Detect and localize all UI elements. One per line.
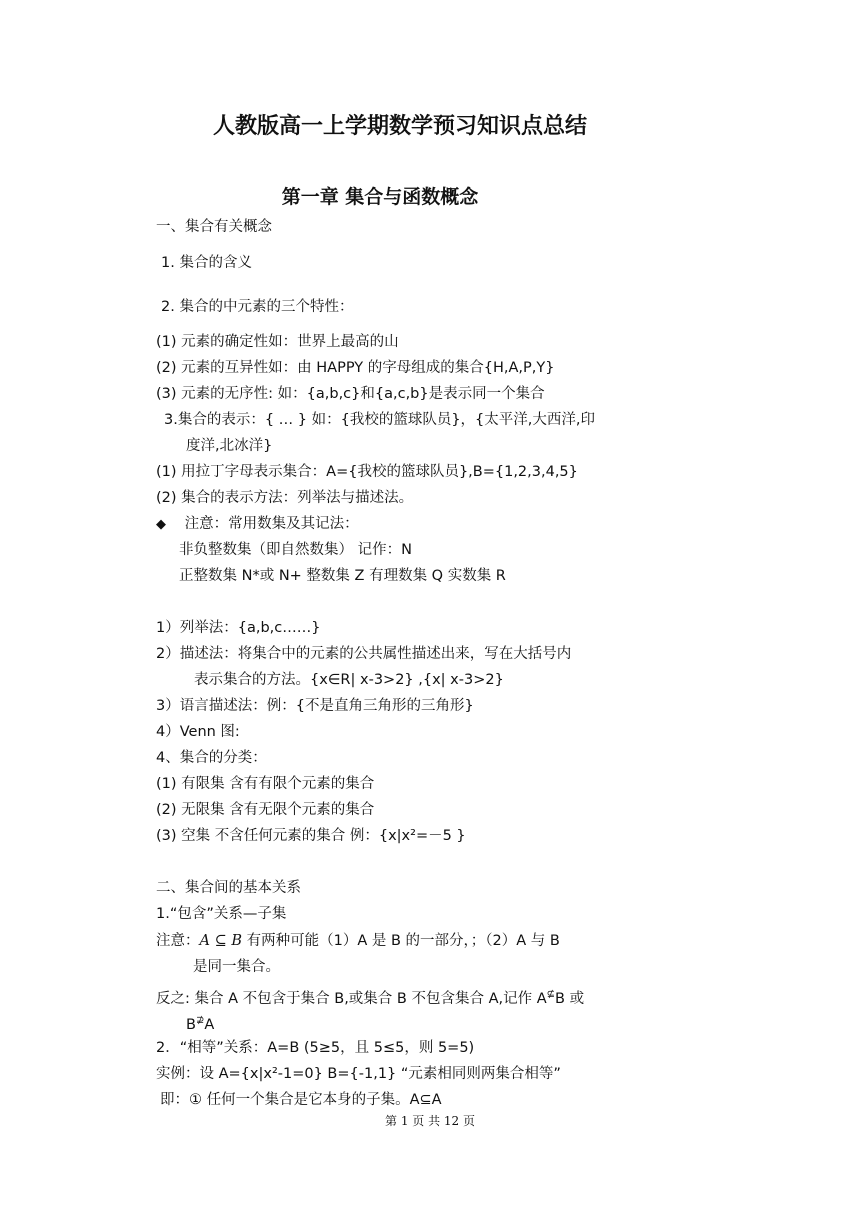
list-item: 3.集合的表示：{ … } 如：{我校的篮球队员}，{太平洋,大西洋,印	[164, 412, 596, 428]
list-item: (1) 元素的确定性如：世界上最高的山	[156, 334, 399, 350]
list-item: 实例：设 A={x|x²-1=0} B={-1,1} “元素相同则两集合相等”	[156, 1066, 561, 1082]
section-heading-1: 一、集合有关概念	[156, 219, 272, 235]
list-item: (1) 用拉丁字母表示集合：A={我校的篮球队员},B={1,2,3,4,5}	[156, 464, 578, 480]
list-item: 正整数集 N*或 N+ 整数集 Z 有理数集 Q 实数集 R	[179, 568, 506, 584]
list-item: 1. 集合的含义	[161, 255, 252, 271]
set-b: B	[186, 1017, 196, 1033]
list-item: (3) 元素的无序性: 如：{a,b,c}和{a,c,b}是表示同一个集合	[156, 386, 545, 402]
page-footer: 第 1 页 共 12 页	[385, 1114, 475, 1128]
note-text: 有两种可能（1）A 是 B 的一部分，；（2）A 与 B	[246, 933, 560, 949]
converse-text: 反之: 集合 A 不包含于集合 B,或集合 B 不包含集合 A,记作 A	[156, 991, 547, 1007]
document-title: 人教版高一上学期数学预习知识点总结	[212, 114, 587, 139]
converse-continuation	[186, 1012, 214, 1034]
subset-formula: A ⊆ B	[199, 933, 242, 949]
list-item: (1) 有限集 含有有限个元素的集合	[156, 776, 375, 792]
list-item: 1.“包含”关系—子集	[156, 906, 287, 922]
list-item: (2) 无限集 含有无限个元素的集合	[156, 802, 375, 818]
list-item: 非负整数集（即自然数集） 记作：N	[179, 542, 412, 558]
list-item: (3) 空集 不含任何元素的集合 例：{x|x²=－5 }	[156, 828, 466, 844]
list-item: (2) 元素的互异性如：由 HAPPY 的字母组成的集合{H,A,P,Y}	[156, 360, 555, 376]
note-line	[156, 515, 359, 534]
converse-text-end: B 或	[555, 991, 585, 1007]
list-item: 2）描述法：将集合中的元素的公共属性描述出来，写在大括号内	[156, 646, 572, 662]
list-item: 4）Venn 图:	[156, 724, 240, 740]
note-line	[156, 932, 560, 950]
list-item-continuation: 是同一集合。	[193, 959, 280, 975]
section-heading-2: 二、集合间的基本关系	[156, 880, 301, 896]
set-a: A	[204, 1017, 215, 1033]
list-item: 2. 集合的中元素的三个特性：	[161, 299, 354, 315]
not-subset-icon: ⊈	[546, 989, 556, 1000]
list-item-continuation: 度洋,北冰洋}	[186, 438, 273, 454]
list-item: (2) 集合的表示方法：列举法与描述法。	[156, 490, 414, 506]
chapter-heading: 第一章 集合与函数概念	[281, 186, 479, 208]
list-item: 2．“相等”关系：A=B (5≥5，且 5≤5，则 5=5)	[156, 1040, 475, 1056]
not-superset-icon: ⊉	[195, 1015, 205, 1026]
list-item: 1）列举法：{a,b,c……}	[156, 620, 321, 636]
note-text: 注意：常用数集及其记法：	[184, 516, 359, 532]
diamond-bullet-icon: ◆	[156, 517, 166, 532]
list-item: 即：① 任何一个集合是它本身的子集。A⊆A	[160, 1092, 442, 1108]
list-item-continuation: 表示集合的方法。{x∈R| x-3>2} ,{x| x-3>2}	[194, 672, 504, 688]
list-item: 3）语言描述法：例：{不是直角三角形的三角形}	[156, 698, 474, 714]
note-label: 注意：	[156, 933, 200, 949]
list-item: 4、集合的分类：	[156, 750, 267, 766]
converse-line	[156, 986, 584, 1008]
